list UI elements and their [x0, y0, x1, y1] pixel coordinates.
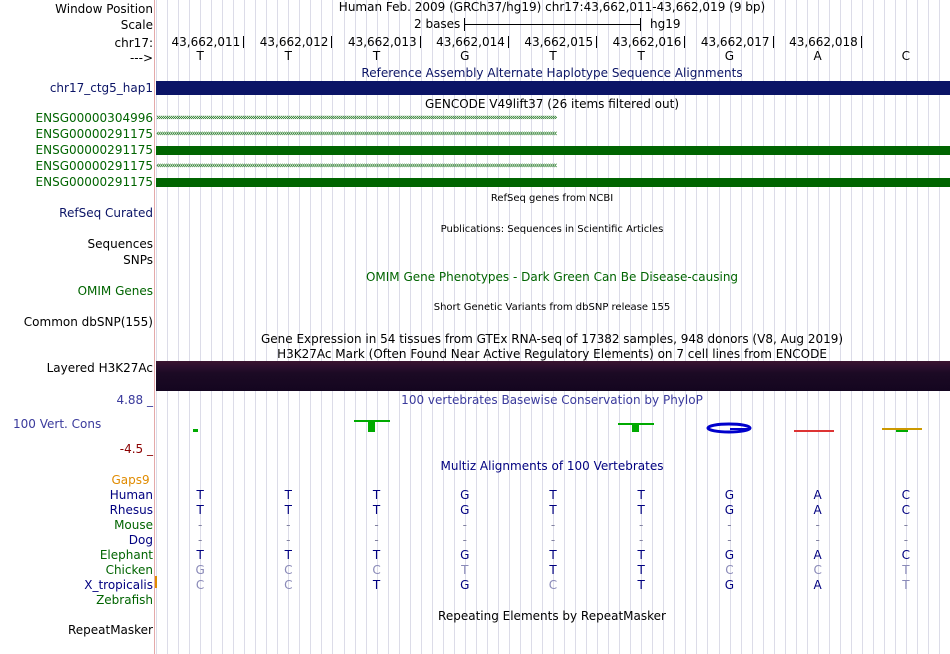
phylop-track-title: 100 vertebrates Basewise Conservation by PhyloP — [401, 393, 703, 407]
coordinate-label: 43,662,018 — [789, 35, 858, 49]
coordinate-label: 43,662,012 — [259, 35, 329, 49]
alignment-base: T — [549, 488, 557, 502]
alignment-base: G — [724, 548, 735, 562]
alignment-base: C — [901, 488, 911, 502]
alignment-base: - — [286, 533, 291, 547]
alignment-base: G — [460, 503, 470, 517]
gaps-label: Gaps — [111, 473, 142, 487]
reference-base: G — [724, 49, 735, 63]
alignment-base: - — [815, 533, 820, 547]
coordinate-tick — [331, 36, 332, 48]
phylop-mark — [618, 423, 654, 425]
alignment-base: T — [284, 548, 292, 562]
position-title: Human Feb. 2009 (GRCh37/hg19) chr17:43,662,011-43,662,019 (9 bp) — [338, 0, 766, 14]
scale-label: Scale — [120, 18, 153, 32]
alignment-base: - — [197, 533, 203, 547]
gencode-item-label[interactable]: ENSG00000291175 — [35, 143, 153, 157]
alignment-base: - — [462, 533, 467, 547]
alignment-base: C — [284, 578, 293, 592]
assembly-label: hg19 — [650, 17, 681, 31]
alignment-base: G — [724, 503, 735, 517]
alignment-base: T — [902, 563, 910, 577]
alignment-base: T — [372, 548, 381, 562]
species-label[interactable]: Elephant — [99, 548, 153, 562]
alignment-base: T — [196, 488, 204, 502]
alignment-base: T — [284, 503, 292, 517]
gene-strand-minus[interactable]: ‹‹‹‹‹‹‹‹‹‹‹‹‹‹‹‹‹‹‹‹‹‹‹‹‹‹‹‹‹‹‹‹‹‹‹‹‹‹‹‹‹‹‹‹‹‹‹‹‹‹‹‹‹‹‹‹‹‹‹‹‹‹‹‹‹‹‹‹‹‹‹‹‹‹‹‹‹‹‹‹‹‹‹‹‹‹‹‹‹‹‹‹‹‹‹‹‹‹‹‹‹‹‹‹‹‹‹‹‹‹‹‹‹‹‹‹‹‹‹‹‹‹‹‹‹‹‹‹‹‹‹‹‹‹‹‹‹‹‹‹‹‹‹‹‹‹‹‹‹‹‹‹‹‹‹‹‹‹‹‹‹‹‹‹‹‹‹‹‹‹‹‹‹‹‹‹‹‹‹‹‹‹‹‹‹‹‹‹‹‹‹‹‹‹‹‹‹‹‹‹ — [156, 129, 556, 139]
reference-base: T — [549, 49, 557, 63]
dbsnp-track-label[interactable]: Common dbSNP(155) — [23, 315, 153, 329]
alignment-base: - — [903, 533, 909, 547]
alignment-base: T — [637, 488, 645, 502]
alignment-base: - — [727, 533, 732, 547]
coordinate-label: 43,662,013 — [347, 35, 417, 49]
alignment-base: T — [902, 578, 910, 592]
refseq-track-label[interactable]: RefSeq Curated — [59, 206, 153, 220]
alignment-base: T — [549, 548, 557, 562]
reference-base: T — [637, 49, 645, 63]
gene-exon-bar[interactable] — [156, 178, 950, 187]
phylop-mark — [896, 430, 908, 432]
alignment-base: - — [815, 518, 820, 532]
alignment-base: - — [550, 518, 556, 532]
alignment-base: T — [549, 563, 557, 577]
species-label[interactable]: Dog — [128, 533, 153, 547]
gaps-value: 9 — [142, 473, 150, 487]
alignment-base: - — [286, 518, 291, 532]
window-position-label: Window Position — [55, 2, 153, 16]
multiz-track-title: Multiz Alignments of 100 Vertebrates — [440, 459, 664, 473]
h3k27ac-track-title: H3K27Ac Mark (Often Found Near Active Regulatory Elements) on 7 cell lines from ENCODE — [277, 347, 827, 361]
phylop-mark — [632, 425, 639, 432]
species-label[interactable]: Rhesus — [109, 503, 153, 517]
repeat-track-title: Repeating Elements by RepeatMasker — [438, 609, 666, 623]
alignment-base: G — [195, 563, 205, 577]
alignment-base: T — [461, 563, 469, 577]
species-label[interactable]: Mouse — [114, 518, 153, 532]
coordinate-tick — [420, 36, 421, 48]
alignment-base: C — [725, 563, 734, 577]
alignment-base: - — [462, 518, 467, 532]
alignment-base: T — [284, 488, 292, 502]
alignment-gap-marker — [155, 576, 157, 588]
alignment-base: A — [813, 548, 822, 562]
alignment-base: C — [284, 563, 293, 577]
alignment-base: T — [637, 563, 645, 577]
alignment-base: - — [639, 518, 644, 532]
gencode-track-title: GENCODE V49lift37 (26 items filtered out) — [424, 97, 680, 111]
alignment-base: T — [637, 578, 645, 592]
alignment-base: G — [724, 578, 735, 592]
alignment-base: T — [637, 548, 645, 562]
alignment-base: - — [374, 518, 379, 532]
coordinate-label: 43,662,015 — [524, 35, 594, 49]
alignment-base: - — [639, 533, 644, 547]
alignment-base: T — [637, 503, 645, 517]
gencode-item-label[interactable]: ENSG00000291175 — [35, 159, 153, 173]
alignment-base: G — [460, 548, 470, 562]
gtex-track-title: Gene Expression in 54 tissues from GTEx RNA-seq of 17382 samples, 948 donors (V8, Aug 2019) — [260, 332, 844, 346]
reference-base: G — [460, 49, 470, 63]
alignment-base: G — [460, 578, 470, 592]
conservation-track-label[interactable]: 100 Vert. Cons — [13, 417, 102, 431]
haplo-alignment-bar[interactable] — [156, 81, 950, 95]
haplo-track-title: Reference Assembly Alternate Haplotype Sequence Alignments — [361, 66, 743, 80]
reference-base: T — [196, 49, 204, 63]
reference-base: T — [284, 49, 292, 63]
coordinate-tick — [773, 36, 774, 48]
species-label[interactable]: X_tropicalis — [84, 578, 153, 592]
strand-arrow-label: ---> — [129, 51, 153, 65]
snps-track-label[interactable]: SNPs — [123, 253, 153, 267]
species-label[interactable]: Chicken — [105, 563, 153, 577]
gene-strand-minus[interactable]: ‹‹‹‹‹‹‹‹‹‹‹‹‹‹‹‹‹‹‹‹‹‹‹‹‹‹‹‹‹‹‹‹‹‹‹‹‹‹‹‹‹‹‹‹‹‹‹‹‹‹‹‹‹‹‹‹‹‹‹‹‹‹‹‹‹‹‹‹‹‹‹‹‹‹‹‹‹‹‹‹‹‹‹‹‹‹‹‹‹‹‹‹‹‹‹‹‹‹‹‹‹‹‹‹‹‹‹‹‹‹‹‹‹‹‹‹‹‹‹‹‹‹‹‹‹‹‹‹‹‹‹‹‹‹‹‹‹‹‹‹‹‹‹‹‹‹‹‹‹‹‹‹‹‹‹‹‹‹‹‹‹‹‹‹‹‹‹‹‹‹‹‹‹‹‹‹‹‹‹‹‹‹‹‹‹‹‹‹‹‹‹‹‹‹‹‹‹‹‹‹ — [156, 161, 556, 171]
label-separator — [154, 0, 155, 654]
scale-bar-right-tick — [640, 18, 641, 31]
phylop-logo — [156, 408, 950, 438]
scale-bar — [464, 24, 641, 25]
reference-base: A — [813, 49, 822, 63]
alignment-base: C — [195, 578, 205, 592]
alignment-base: T — [549, 503, 557, 517]
reference-base: C — [901, 49, 911, 63]
omim-track-title: OMIM Gene Phenotypes - Dark Green Can Be Disease-causing — [365, 270, 739, 284]
coordinate-tick — [861, 36, 862, 48]
alignment-base: - — [374, 533, 379, 547]
pubs-track-title: Publications: Sequences in Scientific Articles — [440, 224, 664, 235]
alignment-base: A — [813, 488, 822, 502]
phylop-max-label: 4.88 _ — [116, 393, 153, 407]
coordinate-tick — [684, 36, 685, 48]
species-label[interactable]: Zebrafish — [96, 593, 153, 607]
alignment-base: - — [197, 518, 203, 532]
alignment-base: T — [196, 548, 204, 562]
repeatmasker-track-label[interactable]: RepeatMasker — [67, 623, 153, 637]
species-label[interactable]: Human — [109, 488, 153, 502]
alignment-base: C — [901, 503, 911, 517]
omim-track-label[interactable]: OMIM Genes — [77, 284, 153, 298]
alignment-base: A — [813, 503, 822, 517]
h3k27ac-signal[interactable] — [156, 361, 950, 391]
alignment-base: T — [372, 488, 381, 502]
alignment-base: C — [813, 563, 822, 577]
scale-bar-left-tick — [464, 18, 465, 31]
coordinate-label: 43,662,014 — [436, 35, 505, 49]
alignment-base: C — [548, 578, 558, 592]
coordinate-tick — [596, 36, 597, 48]
gencode-item-label[interactable]: ENSG00000304996 — [35, 111, 153, 125]
haplo-track-label[interactable]: chr17_ctg5_hap1 — [49, 81, 153, 95]
coordinate-tick — [508, 36, 509, 48]
alignment-base: A — [813, 578, 822, 592]
gencode-item-label[interactable]: ENSG00000291175 — [35, 127, 153, 141]
phylop-mark — [193, 429, 198, 432]
alignment-base: - — [727, 518, 732, 532]
h3k27ac-track-label[interactable]: Layered H3K27Ac — [46, 361, 153, 375]
refseq-track-title: RefSeq genes from NCBI — [490, 193, 614, 204]
alignment-base: C — [372, 563, 381, 577]
phylop-mark — [794, 430, 834, 432]
alignment-base: T — [196, 503, 204, 517]
alignment-base: - — [903, 518, 909, 532]
alignment-base: G — [460, 488, 470, 502]
alignment-base: G — [724, 488, 735, 502]
phylop-mark — [730, 428, 750, 430]
reference-base: T — [372, 49, 381, 63]
phylop-min-label: -4.5 _ — [119, 442, 153, 456]
phylop-mark — [354, 420, 390, 422]
alignment-base: C — [901, 548, 911, 562]
coordinate-label: 43,662,016 — [612, 35, 682, 49]
phylop-mark — [882, 428, 922, 430]
coordinate-label: 43,662,011 — [171, 35, 241, 49]
gene-exon-bar[interactable] — [156, 146, 950, 155]
dbsnp-track-title: Short Genetic Variants from dbSNP release 155 — [433, 302, 671, 313]
coordinate-label: 43,662,017 — [700, 35, 770, 49]
scale-text: 2 bases — [414, 17, 461, 31]
phylop-mark — [368, 422, 375, 432]
alignment-base: - — [550, 533, 556, 547]
sequences-track-label[interactable]: Sequences — [87, 237, 153, 251]
gencode-item-label[interactable]: ENSG00000291175 — [35, 175, 153, 189]
coordinate-tick — [243, 36, 244, 48]
chr-label: chr17: — [114, 36, 153, 50]
gene-strand-plus[interactable]: ›››››››››››››››››››››››››››››››››››››››››››››››››››››››››››››››››››››››››››››››››››››››››››››››››››››››››››››››››››››››››››››››››››››››››››››››››››››››››››››››››››››››››››››››››››››››››››››››››››››››› — [156, 113, 556, 123]
alignment-base: T — [372, 503, 381, 517]
alignment-base: T — [372, 578, 381, 592]
